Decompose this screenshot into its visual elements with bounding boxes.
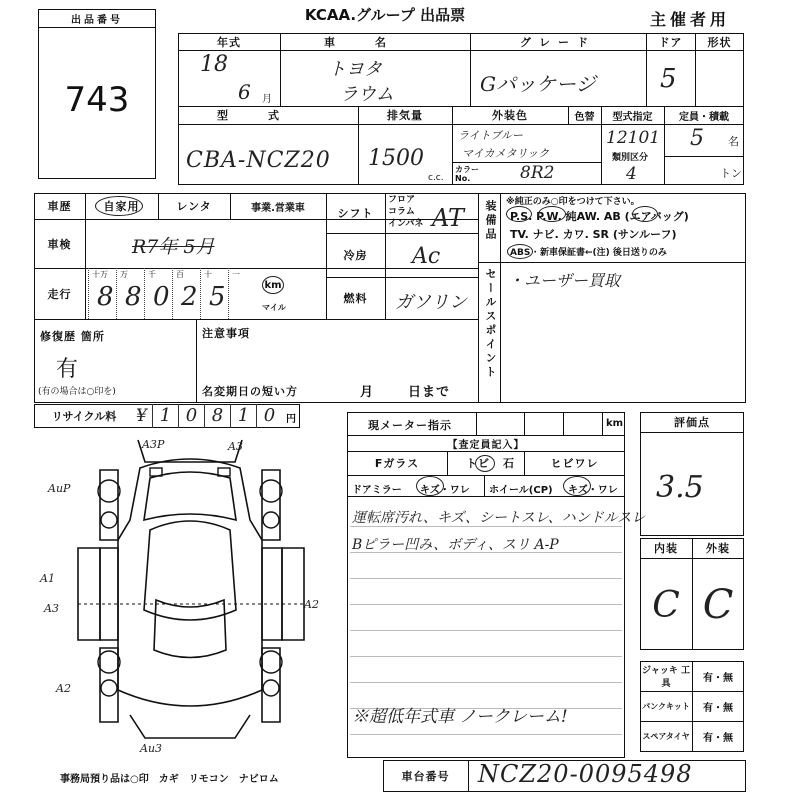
repair-note: (有の場合は○印を) (38, 387, 116, 397)
recycle-digit: 1 (152, 404, 178, 428)
exterior-color-label: 外装色 (492, 109, 528, 122)
exterior-color-value-2: マイカメタリック (462, 147, 550, 160)
equipment-row-1: P.S. P.W. 純AW. AB (エアバッグ) (510, 210, 689, 223)
comment-rule (350, 734, 622, 735)
displacement-label: 排気量 (387, 109, 423, 122)
mirror-options: キズ・ワレ (420, 485, 470, 496)
mirror-circle (416, 476, 444, 496)
damage-mark: A1 (40, 572, 55, 585)
organizer-label: 主催者用 (649, 9, 730, 29)
row-divider (478, 262, 746, 263)
exterior-label: 外装 (706, 542, 730, 555)
history-label: 車歴 (47, 200, 72, 213)
capacity-label: 定員・積載 (679, 111, 729, 123)
grade-value: Gパッケージ (480, 72, 596, 96)
type-designation-value: 12101 (606, 128, 661, 148)
shift-label: シフト (337, 207, 374, 220)
row-divider (178, 124, 744, 125)
sales-point-text: ・ユーザー買取 (508, 271, 621, 290)
inspection-label: 車検 (47, 237, 72, 251)
chassis-label: 車台番号 (401, 770, 450, 783)
puncture-label: パンクキット (642, 701, 690, 711)
col-divider (478, 193, 479, 403)
mirrors (150, 468, 230, 476)
col-divider (476, 412, 477, 435)
col-divider (385, 193, 386, 319)
color-code-value: 8R2 (520, 163, 555, 183)
private-use-circle (95, 196, 143, 216)
recycle-digit: 8 (204, 404, 230, 428)
comment-rule (350, 578, 622, 579)
mileage-place-label: 一 (232, 270, 240, 279)
fuel-value: ガソリン (395, 292, 467, 313)
displacement-unit: c.c. (428, 173, 444, 183)
make-value-2: ラウム (340, 84, 394, 105)
inspector-comment-1: 運転席汚れ、キズ、シートスレ、ハンドルスレ (352, 510, 646, 526)
col-divider (524, 412, 525, 435)
private-use-option: 自家用 (103, 200, 140, 213)
mileage-label: 走行 (47, 287, 72, 301)
capacity-value: 5 (690, 126, 704, 151)
mileage-digit-cell (200, 268, 228, 319)
load-unit: トン (720, 167, 742, 180)
ac-value: Ac (412, 244, 441, 269)
row-divider (178, 50, 744, 51)
glass-option-stone: 石 (503, 457, 515, 470)
equipment-row-3: ABS · 新車保証書←(注) 後日送りのみ (510, 248, 667, 258)
doors-label: ドア (658, 35, 683, 49)
jack-label: ジャッキ 工具 (642, 666, 690, 689)
damage-mark: A2 (304, 598, 319, 611)
spare-label: スペアタイヤ (642, 732, 690, 741)
mileage-digit: 0 (153, 282, 170, 312)
recycle-prefix: ¥ (136, 406, 147, 426)
damage-mark: Au3 (140, 742, 163, 755)
damage-mark: AuP (48, 482, 71, 495)
mileage-place-label: 千 (148, 270, 156, 279)
damage-mark: A2 (56, 682, 71, 695)
mileage-digit: 8 (125, 282, 142, 312)
deadline-label: 名変期日の短い方 (202, 385, 298, 398)
equipment-row-2: TV. ナビ. カワ. SR (サンルーフ) (510, 228, 677, 241)
exterior-color-value-1: ライトブルー (458, 129, 523, 142)
recycle-unit: 円 (286, 414, 296, 425)
mileage-digit: 8 (97, 282, 114, 312)
capacity-unit: 名 (728, 135, 739, 148)
damage-mark: A3P (142, 438, 165, 451)
mirror-label: ドアミラー (352, 485, 402, 496)
row-divider (347, 475, 625, 476)
km-label: km (262, 276, 284, 294)
col-divider (563, 412, 564, 435)
deadline-day: 日まで (408, 385, 451, 400)
puncture-value: 有・無 (703, 702, 733, 714)
score-label: 評価点 (674, 416, 710, 429)
chassis-value: NCZ20-0095498 (478, 760, 693, 788)
row-divider (640, 432, 744, 433)
equipment-label: 装備品 (484, 200, 497, 242)
abs-circle (507, 244, 533, 259)
inspector-comment-3: ※超低年式車 ノークレーム! (352, 707, 568, 727)
lot-label: 出品番号 (39, 10, 155, 28)
recycle-digit: 0 (256, 404, 282, 428)
mileage-digit-cell (88, 268, 116, 319)
year-label: 年式 (217, 35, 241, 49)
doors-value: 5 (660, 64, 677, 94)
fuel-label: 燃料 (343, 292, 368, 305)
model-value: CBA-NCZ20 (186, 148, 331, 173)
month-value: 6 (238, 80, 251, 104)
wheel-circle (563, 476, 591, 496)
category-label: 類別区分 (612, 153, 649, 163)
glass-label: Fガラス (374, 457, 420, 470)
mileage-digit-cell (144, 268, 172, 319)
sheet-title: KCAA.グループ 出品票 (304, 5, 466, 24)
section-label: 【査定員記入】 (447, 439, 525, 451)
recycle-digit: 0 (178, 404, 204, 428)
lot-box (38, 9, 156, 179)
deadline-month: 月 (360, 385, 375, 400)
mileage-place-label: 十 (204, 270, 212, 279)
row-divider (640, 558, 744, 559)
wheel-options: キズ・ワレ (568, 485, 618, 496)
recycle-digit: 1 (230, 404, 256, 428)
notes-label: 注意事項 (202, 327, 250, 340)
wheels (98, 480, 282, 696)
damage-mark: A3 (228, 440, 243, 453)
type-designation-label: 型式指定 (612, 111, 653, 123)
year-value: 18 (200, 52, 228, 77)
load-divider (664, 156, 744, 157)
repair-label: 修復歴 箇所 (40, 330, 105, 343)
col-divider (447, 451, 448, 475)
recycle-label: リサイクル料 (51, 410, 117, 423)
lot-number: 743 (64, 80, 130, 120)
col-divider (484, 475, 485, 496)
meter-unit: km (606, 418, 624, 429)
comment-rule (350, 682, 622, 683)
glass-option-crack: ヒビワレ (550, 457, 599, 470)
glass-option-circle (475, 455, 495, 472)
comment-rule (350, 656, 622, 657)
spare-value: 有・無 (703, 733, 733, 744)
interior-value: C (652, 584, 680, 626)
exterior-value: C (702, 582, 734, 628)
glass-option-chip: トビ (466, 457, 490, 470)
mileage-place-label: 万 (120, 270, 128, 279)
inspection-value: R7年 5月 (132, 236, 215, 258)
month-unit: 月 (262, 94, 272, 105)
mileage-digit: 2 (181, 282, 198, 312)
ps-circle (506, 206, 532, 222)
inspector-comment-2: Bピラー凹み、ボディ、スリ A-P (352, 537, 559, 553)
meter-label: 現メーター指示 (368, 419, 452, 432)
color-change-label: 色替 (574, 111, 595, 123)
rental-option: レンタ (176, 200, 212, 213)
model-label: 型式 (217, 109, 319, 122)
shift-options: フロア コラム インパネ (388, 195, 424, 229)
col-divider (500, 193, 501, 403)
pw-circle (538, 206, 566, 222)
mile-label: マイル (262, 303, 286, 312)
damage-mark: A3 (44, 602, 59, 615)
mileage-digit-cell (116, 268, 144, 319)
comment-rule (350, 604, 622, 605)
equipment-note: ※純正のみ○印をつけて下さい。 (506, 197, 640, 207)
col-divider (468, 760, 469, 792)
color-code-label: カラーNo. (455, 165, 479, 183)
mileage-place-label: 百 (176, 270, 184, 279)
mileage-digit-cell (172, 268, 200, 319)
business-option: 事業.営業車 (251, 202, 305, 214)
ac-label: 冷房 (343, 249, 368, 262)
mileage-digit-cell (228, 268, 256, 319)
col-divider (196, 319, 197, 403)
shift-value: AT (432, 204, 465, 232)
ab-circle (632, 206, 658, 222)
row-divider (34, 319, 478, 320)
mileage-digit: 5 (209, 282, 226, 312)
car-outline (78, 440, 304, 738)
interior-label: 内装 (654, 542, 678, 555)
displacement-value: 1500 (368, 146, 424, 171)
jack-value: 有・無 (703, 672, 733, 684)
make-label: 車名 (324, 35, 426, 49)
comment-rule (350, 630, 622, 631)
wheel-label: ホイール(CP) (489, 485, 553, 496)
score-value: 3.5 (656, 470, 704, 505)
grade-label: グレード (520, 35, 596, 49)
category-value: 4 (626, 164, 637, 184)
repair-value: 有 (56, 357, 79, 382)
sales-point-label: セールスポイント (484, 268, 497, 380)
mileage-place-label: 十万 (92, 270, 108, 279)
body-label: 形状 (707, 35, 732, 49)
col-divider (602, 412, 603, 435)
row-divider (347, 496, 625, 497)
make-value-1: トヨタ (328, 59, 382, 80)
office-items: 事務局預り品は○印 カギ リモコン ナビロム (60, 774, 279, 785)
